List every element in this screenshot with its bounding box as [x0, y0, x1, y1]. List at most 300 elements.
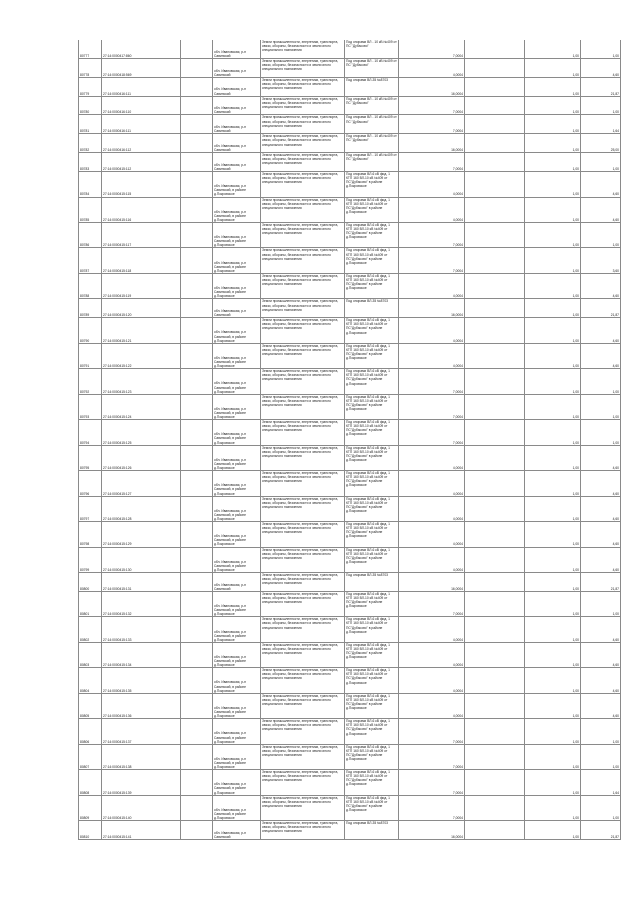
empty-cell [465, 694, 525, 718]
table-row [79, 592, 621, 617]
cadastral-number-cell: 27:14:0000415:121 [102, 318, 181, 342]
coefficient-cell: 1,00 [525, 719, 581, 743]
value-cell: 1,00 [581, 369, 621, 393]
land-category-cell: Земли промышленности, энергетики, транспорта, связи, обороны, безопасности и земли иного специального назначения [261, 796, 345, 820]
table-row [79, 369, 621, 394]
empty-cell [465, 796, 525, 820]
land-category-cell: Земли промышленности, энергетики, транспорта, связи, обороны, безопасности и земли иного специального назначения [261, 694, 345, 718]
empty-cell [465, 446, 525, 470]
cadastral-number-cell: 27:14:0000415:141 [102, 821, 181, 839]
permitted-use-cell: Под опорами ВЛ-6 кВ фид. 1 КТП 160 ВЛ-10 кВ №409 от ПС"Дубасово" в районе д.Покровское [345, 274, 399, 298]
permitted-use-cell: Под опорами ВЛ-6 кВ фид. 1 КТП 160 ВЛ-10 кВ №409 от ПС"Дубасово" в районе д.Покровское [345, 223, 399, 247]
table-row [79, 668, 621, 693]
empty-cell [465, 548, 525, 572]
value-cell: 4,60 [581, 172, 621, 196]
row-number-cell: 80788 [79, 274, 102, 298]
empty-cell [181, 420, 213, 444]
address-cell: обл. Ивановская, р-н Савинский, в районе д.Покровское [213, 497, 261, 521]
coefficient-cell: 1,00 [525, 172, 581, 196]
cadastral-number-cell: 27:14:0000415:116 [102, 198, 181, 222]
table-row [79, 471, 621, 496]
empty-cell [181, 172, 213, 196]
cadastral-number-cell: 27:14:0000415:133 [102, 617, 181, 641]
empty-cell [181, 223, 213, 247]
table-row [79, 40, 621, 59]
address-cell: обл. Ивановская, р-н Савинский, в районе д.Покровское [213, 395, 261, 419]
empty-cell [181, 668, 213, 692]
row-number-cell: 80805 [79, 694, 102, 718]
address-cell: обл. Ивановская, р-н Савинский, в районе д.Покровское [213, 745, 261, 769]
coefficient-cell: 1,00 [525, 97, 581, 115]
cadastral-number-cell: 27:14:0000415:135 [102, 668, 181, 692]
row-number-cell: 80786 [79, 223, 102, 247]
coefficient-cell: 1,00 [525, 78, 581, 96]
area-cell: 4,0004 [399, 497, 465, 521]
coefficient-cell: 1,00 [525, 395, 581, 419]
permitted-use-cell: Под опорами ВЛ-6 кВ фид. 1 КТП 160 ВЛ-10 кВ №409 от ПС"Дубасово" в районе д.Покровское [345, 522, 399, 546]
row-number-cell: 80798 [79, 522, 102, 546]
cadastral-number-cell: 27:14:0000417:860 [102, 40, 181, 58]
value-cell: 4,60 [581, 694, 621, 718]
empty-cell [465, 573, 525, 591]
land-plots-table [78, 40, 621, 840]
empty-cell [465, 592, 525, 616]
land-category-cell: Земли промышленности, энергетики, транспорта, связи, обороны, безопасности и земли иного специального назначения [261, 745, 345, 769]
land-category-cell: Земли промышленности, энергетики, транспорта, связи, обороны, безопасности и земли иного специального назначения [261, 643, 345, 667]
empty-cell [465, 223, 525, 247]
value-cell: 4,60 [581, 643, 621, 667]
area-cell: 7,0004 [399, 97, 465, 115]
permitted-use-cell: Под опорами ВЛ-6 кВ фид. 1 КТП 160 ВЛ-10 кВ №409 от ПС"Дубасово" в районе д.Покровское [345, 745, 399, 769]
coefficient-cell: 1,00 [525, 643, 581, 667]
row-number-cell: 80796 [79, 471, 102, 495]
table-row [79, 745, 621, 770]
empty-cell [181, 248, 213, 272]
address-cell: обл. Ивановская, р-н Савинский, в районе д.Покровское [213, 344, 261, 368]
address-cell: обл. Ивановская, р-н Савинский [213, 115, 261, 133]
table-row [79, 223, 621, 248]
coefficient-cell: 1,00 [525, 420, 581, 444]
cadastral-number-cell: 27:14:0000415:127 [102, 471, 181, 495]
area-cell: 16,0004 [399, 78, 465, 96]
empty-cell [465, 668, 525, 692]
empty-cell [181, 770, 213, 794]
area-cell: 7,0004 [399, 395, 465, 419]
empty-cell [465, 198, 525, 222]
address-cell: обл. Ивановская, р-н Савинский [213, 573, 261, 591]
area-cell: 4,0004 [399, 548, 465, 572]
empty-cell [465, 172, 525, 196]
permitted-use-cell: Под опорами ВЛ - 10 кВ №409 от ПС "Дубасово" [345, 59, 399, 77]
area-cell: 4,0004 [399, 471, 465, 495]
value-cell: 21,87 [581, 299, 621, 317]
table-row [79, 248, 621, 273]
value-cell: 3,60 [581, 248, 621, 272]
empty-cell [465, 497, 525, 521]
cadastral-number-cell: 27:14:0000415:117 [102, 223, 181, 247]
row-number-cell: 80794 [79, 420, 102, 444]
value-cell: 4,60 [581, 274, 621, 298]
table-row [79, 522, 621, 547]
land-category-cell: Земли промышленности, энергетики, транспорта, связи, обороны, безопасности и земли иного специального назначения [261, 522, 345, 546]
table-row [79, 446, 621, 471]
row-number-cell: 80785 [79, 198, 102, 222]
value-cell: 1,64 [581, 115, 621, 133]
cadastral-number-cell: 27:14:0000415:119 [102, 274, 181, 298]
address-cell: обл. Ивановская, р-н Савинский [213, 59, 261, 77]
cadastral-number-cell: 27:14:0000415:137 [102, 719, 181, 743]
coefficient-cell: 1,00 [525, 745, 581, 769]
row-number-cell: 80807 [79, 745, 102, 769]
cadastral-number-cell: 27:14:0000415:140 [102, 796, 181, 820]
value-cell: 4,60 [581, 59, 621, 77]
coefficient-cell: 1,00 [525, 617, 581, 641]
area-cell: 7,0004 [399, 770, 465, 794]
empty-cell [465, 78, 525, 96]
permitted-use-cell: Под опорами ВЛ-6 кВ фид. 1 КТП 160 ВЛ-10 кВ №409 от ПС"Дубасово" в районе д.Покровское [345, 471, 399, 495]
address-cell: обл. Ивановская, р-н Савинский, в районе д.Покровское [213, 318, 261, 342]
area-cell: 4,0004 [399, 522, 465, 546]
area-cell: 16,0004 [399, 821, 465, 839]
value-cell: 4,60 [581, 522, 621, 546]
land-category-cell: Земли промышленности, энергетики, транспорта, связи, обороны, безопасности и земли иного специального назначения [261, 668, 345, 692]
land-category-cell: Земли промышленности, энергетики, транспорта, связи, обороны, безопасности и земли иного специального назначения [261, 497, 345, 521]
coefficient-cell: 1,00 [525, 318, 581, 342]
empty-cell [181, 40, 213, 58]
permitted-use-cell: Под опорами ВЛ-6 кВ фид. 1 КТП 160 ВЛ-10 кВ №409 от ПС"Дубасово" в районе д.Покровское [345, 592, 399, 616]
cadastral-number-cell: 27:14:0000416:110 [102, 97, 181, 115]
coefficient-cell: 1,00 [525, 153, 581, 171]
empty-cell [181, 59, 213, 77]
row-number-cell: 80780 [79, 97, 102, 115]
area-cell: 4,0004 [399, 318, 465, 342]
address-cell: обл. Ивановская, р-н Савинский, в районе д.Покровское [213, 446, 261, 470]
land-category-cell: Земли промышленности, энергетики, транспорта, связи, обороны, безопасности и земли иного специального назначения [261, 420, 345, 444]
land-category-cell: Земли промышленности, энергетики, транспорта, связи, обороны, безопасности и земли иного специального назначения [261, 548, 345, 572]
area-cell: 4,0004 [399, 446, 465, 470]
permitted-use-cell: Под опорами ВЛ - 10 кВ №409 от ПС "Дубасово" [345, 134, 399, 152]
value-cell: 25,00 [581, 134, 621, 152]
value-cell: 1,64 [581, 770, 621, 794]
coefficient-cell: 1,00 [525, 770, 581, 794]
land-category-cell: Земли промышленности, энергетики, транспорта, связи, обороны, безопасности и земли иного специального назначения [261, 172, 345, 196]
permitted-use-cell: Под опорами ВЛ-6 кВ фид. 1 КТП 160 ВЛ-10 кВ №409 от ПС"Дубасово" в районе д.Покровское [345, 668, 399, 692]
land-category-cell: Земли промышленности, энергетики, транспорта, связи, обороны, безопасности и земли иного специального назначения [261, 115, 345, 133]
value-cell: 4,60 [581, 471, 621, 495]
cadastral-number-cell: 27:14:0000415:126 [102, 446, 181, 470]
cadastral-number-cell: 27:14:0000415:139 [102, 770, 181, 794]
address-cell: обл. Ивановская, р-н Савинский [213, 40, 261, 58]
empty-cell [465, 274, 525, 298]
permitted-use-cell: Под опорами ВЛ-6 кВ фид. 1 КТП 160 ВЛ-10 кВ №409 от ПС"Дубасово" в районе д.Покровское [345, 497, 399, 521]
permitted-use-cell: Под опорами ВЛ-6 кВ фид. 1 КТП 160 ВЛ-10 кВ №409 от ПС"Дубасово" в районе д.Покровское [345, 420, 399, 444]
value-cell: 4,60 [581, 198, 621, 222]
permitted-use-cell: Под опорами ВЛ-35 №8703 [345, 821, 399, 839]
empty-cell [465, 299, 525, 317]
table-row [79, 694, 621, 719]
land-category-cell: Земли промышленности, энергетики, транспорта, связи, обороны, безопасности и земли иного специального назначения [261, 617, 345, 641]
empty-cell [465, 344, 525, 368]
permitted-use-cell: Под опорами ВЛ - 10 кВ №409 от ПС "Дубасово" [345, 97, 399, 115]
value-cell: 21,87 [581, 78, 621, 96]
land-category-cell: Земли промышленности, энергетики, транспорта, связи, обороны, безопасности и земли иного специального назначения [261, 344, 345, 368]
address-cell: обл. Ивановская, р-н Савинский, в районе д.Покровское [213, 198, 261, 222]
address-cell: обл. Ивановская, р-н Савинский, в районе д.Покровское [213, 223, 261, 247]
empty-cell [465, 40, 525, 58]
empty-cell [181, 446, 213, 470]
permitted-use-cell: Под опорами ВЛ-6 кВ фид. 1 КТП 160 ВЛ-10 кВ №409 от ПС"Дубасово" в районе д.Покровское [345, 694, 399, 718]
empty-cell [465, 134, 525, 152]
coefficient-cell: 1,00 [525, 668, 581, 692]
empty-cell [181, 395, 213, 419]
table-row [79, 153, 621, 172]
value-cell: 1,00 [581, 97, 621, 115]
value-cell: 1,00 [581, 395, 621, 419]
value-cell: 4,60 [581, 617, 621, 641]
permitted-use-cell: Под опорами ВЛ-6 кВ фид. 1 КТП 160 ВЛ-10 кВ №409 от ПС"Дубасово" в районе д.Покровское [345, 369, 399, 393]
land-category-cell: Земли промышленности, энергетики, транспорта, связи, обороны, безопасности и земли иного специального назначения [261, 153, 345, 171]
address-cell: обл. Ивановская, р-н Савинский [213, 78, 261, 96]
permitted-use-cell: Под опорами ВЛ-6 кВ фид. 1 КТП 160 ВЛ-10 кВ №409 от ПС"Дубасово" в районе д.Покровское [345, 344, 399, 368]
address-cell: обл. Ивановская, р-н Савинский, в районе д.Покровское [213, 770, 261, 794]
coefficient-cell: 1,00 [525, 40, 581, 58]
empty-cell [181, 153, 213, 171]
empty-cell [181, 78, 213, 96]
permitted-use-cell: Под опорами ВЛ-35 №8703 [345, 299, 399, 317]
value-cell: 1,00 [581, 592, 621, 616]
table-row [79, 344, 621, 369]
cadastral-number-cell: 27:14:0000415:123 [102, 369, 181, 393]
value-cell: 1,00 [581, 420, 621, 444]
table-row [79, 78, 621, 97]
area-cell: 7,0004 [399, 420, 465, 444]
empty-cell [181, 97, 213, 115]
empty-cell [465, 821, 525, 839]
cadastral-number-cell: 27:14:0000416:112 [102, 134, 181, 152]
coefficient-cell: 1,00 [525, 198, 581, 222]
cadastral-number-cell: 27:14:0000415:130 [102, 548, 181, 572]
coefficient-cell: 1,00 [525, 573, 581, 591]
table-row [79, 420, 621, 445]
area-cell: 7,0004 [399, 115, 465, 133]
coefficient-cell: 1,00 [525, 223, 581, 247]
row-number-cell: 80804 [79, 668, 102, 692]
address-cell: обл. Ивановская, р-н Савинский, в районе д.Покровское [213, 274, 261, 298]
coefficient-cell: 1,00 [525, 59, 581, 77]
row-number-cell: 80800 [79, 573, 102, 591]
area-cell: 16,0004 [399, 299, 465, 317]
table-row [79, 548, 621, 573]
empty-cell [465, 643, 525, 667]
address-cell: обл. Ивановская, р-н Савинский, в районе д.Покровское [213, 522, 261, 546]
coefficient-cell: 1,00 [525, 497, 581, 521]
cadastral-number-cell: 27:14:0000415:120 [102, 299, 181, 317]
address-cell: обл. Ивановская, р-н Савинский, в районе д.Покровское [213, 471, 261, 495]
row-number-cell: 80803 [79, 643, 102, 667]
area-cell: 7,0004 [399, 40, 465, 58]
row-number-cell: 80801 [79, 592, 102, 616]
empty-cell [465, 369, 525, 393]
address-cell: обл. Ивановская, р-н Савинский, в районе д.Покровское [213, 420, 261, 444]
area-cell: 4,0004 [399, 172, 465, 196]
row-number-cell: 80792 [79, 369, 102, 393]
coefficient-cell: 1,00 [525, 344, 581, 368]
land-category-cell: Земли промышленности, энергетики, транспорта, связи, обороны, безопасности и земли иного специального назначения [261, 274, 345, 298]
address-cell: обл. Ивановская, р-н Савинский, в районе д.Покровское [213, 248, 261, 272]
empty-cell [181, 471, 213, 495]
row-number-cell: 80784 [79, 172, 102, 196]
value-cell: 1,00 [581, 719, 621, 743]
coefficient-cell: 1,00 [525, 299, 581, 317]
address-cell: обл. Ивановская, р-н Савинский, в районе д.Покровское [213, 172, 261, 196]
value-cell: 21,87 [581, 573, 621, 591]
permitted-use-cell: Под опорами ВЛ-6 кВ фид. 1 КТП 160 ВЛ-10 кВ №409 от ПС"Дубасово" в районе д.Покровское [345, 796, 399, 820]
empty-cell [181, 134, 213, 152]
coefficient-cell: 1,00 [525, 548, 581, 572]
row-number-cell: 80778 [79, 59, 102, 77]
address-cell: обл. Ивановская, р-н Савинский [213, 821, 261, 839]
empty-cell [181, 617, 213, 641]
area-cell: 4,0004 [399, 59, 465, 77]
row-number-cell: 80806 [79, 719, 102, 743]
permitted-use-cell: Под опорами ВЛ-35 №8703 [345, 573, 399, 591]
coefficient-cell: 1,00 [525, 369, 581, 393]
land-category-cell: Земли промышленности, энергетики, транспорта, связи, обороны, безопасности и земли иного специального назначения [261, 248, 345, 272]
area-cell: 7,0004 [399, 153, 465, 171]
permitted-use-cell: Под опорами ВЛ-6 кВ фид. 1 КТП 160 ВЛ-10 кВ №409 от ПС"Дубасово" в районе д.Покровское [345, 198, 399, 222]
land-category-cell: Земли промышленности, энергетики, транспорта, связи, обороны, безопасности и земли иного специального назначения [261, 299, 345, 317]
address-cell: обл. Ивановская, р-н Савинский, в районе д.Покровское [213, 617, 261, 641]
empty-cell [181, 573, 213, 591]
permitted-use-cell: Под опорами ВЛ-6 кВ фид. 1 КТП 160 ВЛ-10 кВ №409 от ПС"Дубасово" в районе д.Покровское [345, 548, 399, 572]
permitted-use-cell: Под опорами ВЛ-35 №8703 [345, 78, 399, 96]
table-row [79, 796, 621, 821]
land-category-cell: Земли промышленности, энергетики, транспорта, связи, обороны, безопасности и земли иного специального назначения [261, 573, 345, 591]
area-cell: 7,0004 [399, 248, 465, 272]
cadastral-number-cell: 27:14:0000415:118 [102, 248, 181, 272]
empty-cell [465, 770, 525, 794]
empty-cell [181, 344, 213, 368]
permitted-use-cell: Под опорами ВЛ-6 кВ фид. 1 КТП 160 ВЛ-10 кВ №409 от ПС"Дубасово" в районе д.Покровское [345, 643, 399, 667]
address-cell: обл. Ивановская, р-н Савинский, в районе д.Покровское [213, 592, 261, 616]
row-number-cell: 80781 [79, 115, 102, 133]
land-category-cell: Земли промышленности, энергетики, транспорта, связи, обороны, безопасности и земли иного специального назначения [261, 719, 345, 743]
area-cell: 7,0004 [399, 796, 465, 820]
table-row [79, 172, 621, 197]
empty-cell [465, 471, 525, 495]
table-row [79, 770, 621, 795]
value-cell: 4,60 [581, 497, 621, 521]
coefficient-cell: 1,00 [525, 115, 581, 133]
empty-cell [181, 548, 213, 572]
value-cell: 4,60 [581, 344, 621, 368]
address-cell: обл. Ивановская, р-н Савинский [213, 299, 261, 317]
cadastral-number-cell: 27:14:0000415:136 [102, 694, 181, 718]
area-cell: 16,0004 [399, 134, 465, 152]
coefficient-cell: 1,00 [525, 796, 581, 820]
permitted-use-cell: Под опорами ВЛ - 10 кВ №409 от ПС "Дубасово" [345, 115, 399, 133]
empty-cell [465, 617, 525, 641]
row-number-cell: 80777 [79, 40, 102, 58]
empty-cell [465, 395, 525, 419]
permitted-use-cell: Под опорами ВЛ-6 кВ фид. 1 КТП 160 ВЛ-10 кВ №409 от ПС"Дубасово" в районе д.Покровское [345, 446, 399, 470]
address-cell: обл. Ивановская, р-н Савинский, в районе д.Покровское [213, 643, 261, 667]
area-cell: 7,0004 [399, 223, 465, 247]
row-number-cell: 80799 [79, 548, 102, 572]
land-category-cell: Земли промышленности, энергетики, транспорта, связи, обороны, безопасности и земли иного специального назначения [261, 471, 345, 495]
table-row [79, 115, 621, 134]
empty-cell [181, 745, 213, 769]
empty-cell [465, 248, 525, 272]
land-category-cell: Земли промышленности, энергетики, транспорта, связи, обороны, безопасности и земли иного специального назначения [261, 78, 345, 96]
value-cell: 4,60 [581, 446, 621, 470]
address-cell: обл. Ивановская, р-н Савинский [213, 134, 261, 152]
empty-cell [181, 115, 213, 133]
empty-cell [181, 694, 213, 718]
area-cell: 4,0004 [399, 198, 465, 222]
table-row [79, 299, 621, 318]
coefficient-cell: 1,00 [525, 248, 581, 272]
land-category-cell: Земли промышленности, энергетики, транспорта, связи, обороны, безопасности и земли иного специального назначения [261, 40, 345, 58]
area-cell: 4,0004 [399, 668, 465, 692]
area-cell: 16,0004 [399, 573, 465, 591]
table-row [79, 719, 621, 744]
cadastral-number-cell: 27:14:0000415:128 [102, 497, 181, 521]
empty-cell [181, 299, 213, 317]
table-row [79, 573, 621, 592]
address-cell: обл. Ивановская, р-н Савинский, в районе д.Покровское [213, 369, 261, 393]
area-cell: 4,0004 [399, 617, 465, 641]
address-cell: обл. Ивановская, р-н Савинский, в районе д.Покровское [213, 719, 261, 743]
empty-cell [465, 115, 525, 133]
row-number-cell: 80789 [79, 299, 102, 317]
coefficient-cell: 1,00 [525, 471, 581, 495]
permitted-use-cell: Под опорами ВЛ - 10 кВ №409 от ПС "Дубасово" [345, 40, 399, 58]
area-cell: 4,0004 [399, 694, 465, 718]
address-cell: обл. Ивановская, р-н Савинский [213, 153, 261, 171]
permitted-use-cell: Под опорами ВЛ-6 кВ фид. 1 КТП 160 ВЛ-10 кВ №409 от ПС"Дубасово" в районе д.Покровское [345, 719, 399, 743]
row-number-cell: 80790 [79, 318, 102, 342]
cadastral-number-cell: 27:14:0000415:134 [102, 643, 181, 667]
empty-cell [181, 719, 213, 743]
area-cell: 7,0004 [399, 745, 465, 769]
land-category-cell: Земли промышленности, энергетики, транспорта, связи, обороны, безопасности и земли иного специального назначения [261, 97, 345, 115]
empty-cell [181, 821, 213, 839]
address-cell: обл. Ивановская, р-н Савинский [213, 97, 261, 115]
empty-cell [465, 522, 525, 546]
address-cell: обл. Ивановская, р-н Савинский, в районе д.Покровское [213, 796, 261, 820]
value-cell: 1,00 [581, 223, 621, 247]
address-cell: обл. Ивановская, р-н Савинский, в районе д.Покровское [213, 668, 261, 692]
cadastral-number-cell: 27:14:0000415:132 [102, 592, 181, 616]
land-category-cell: Земли промышленности, энергетики, транспорта, связи, обороны, безопасности и земли иного специального назначения [261, 59, 345, 77]
land-category-cell: Земли промышленности, энергетики, транспорта, связи, обороны, безопасности и земли иного специального назначения [261, 446, 345, 470]
permitted-use-cell: Под опорами ВЛ-6 кВ фид. 1 КТП 160 ВЛ-10 кВ №409 от ПС"Дубасово" в районе д.Покровское [345, 172, 399, 196]
land-category-cell: Земли промышленности, энергетики, транспорта, связи, обороны, безопасности и земли иного специального назначения [261, 369, 345, 393]
table-row [79, 497, 621, 522]
permitted-use-cell: Под опорами ВЛ-6 кВ фид. 1 КТП 160 ВЛ-10 кВ №409 от ПС"Дубасово" в районе д.Покровское [345, 770, 399, 794]
area-cell: 7,0004 [399, 369, 465, 393]
area-cell: 4,0004 [399, 344, 465, 368]
row-number-cell: 80791 [79, 344, 102, 368]
table-row [79, 59, 621, 78]
land-category-cell: Земли промышленности, энергетики, транспорта, связи, обороны, безопасности и земли иного специального назначения [261, 198, 345, 222]
row-number-cell: 80782 [79, 134, 102, 152]
empty-cell [465, 153, 525, 171]
empty-cell [181, 592, 213, 616]
cadastral-number-cell: 27:14:0000416:111 [102, 78, 181, 96]
row-number-cell: 80787 [79, 248, 102, 272]
